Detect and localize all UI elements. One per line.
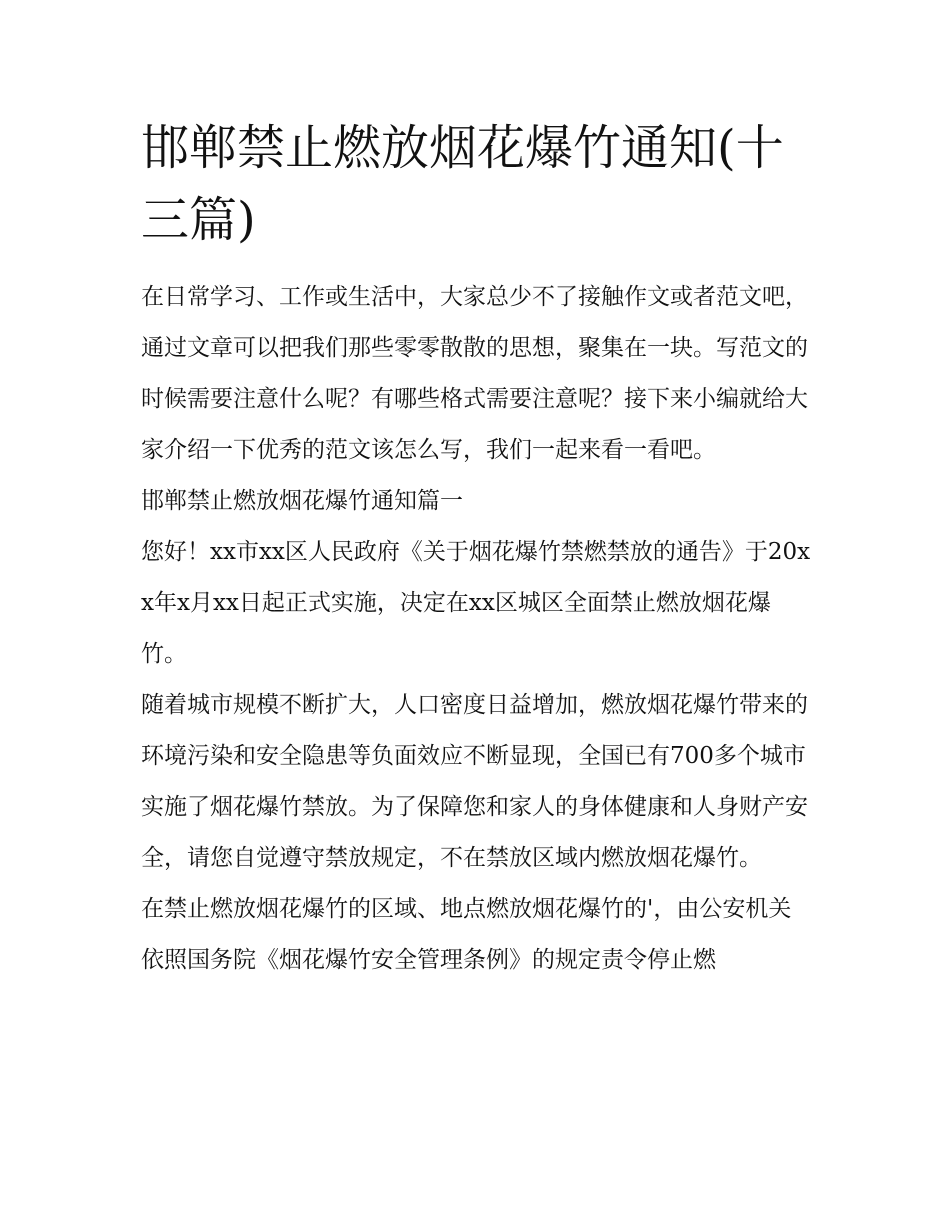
document-title: 邯郸禁止燃放烟花爆竹通知(十三篇): [141, 120, 784, 248]
greeting-paragraph: 您好！xx市xx区人民政府《关于烟花爆竹禁燃禁放的通告》于20xx年x月xx日起正式实施，决定在xx区城区全面禁止燃放烟花爆竹。: [141, 539, 811, 667]
intro-paragraph: 在日常学习、工作或生活中，大家总少不了接触作文或者范文吧，通过文章可以把我们那些零零散散的思想，聚集在一块。写范文的时候需要注意什么呢？有哪些格式需要注意呢？接下来小编就给大家介绍一下优秀的范文该怎么写，我们一起来看一看吧。: [141, 284, 808, 463]
section-heading: 邯郸禁止燃放烟花爆竹通知篇一: [141, 488, 463, 514]
penalty-paragraph: 在禁止燃放烟花爆竹的区域、地点燃放烟花爆竹的'，由公安机关依照国务院《烟花爆竹安全管理条例》的规定责令停止燃: [141, 896, 792, 973]
document-body: [141, 272, 813, 986]
reason-paragraph: 随着城市规模不断扩大，人口密度日益增加，燃放烟花爆竹带来的环境污染和安全隐患等负面效应不断显现，全国已有700多个城市实施了烟花爆竹禁放。为了保障您和家人的身体健康和人身财产安全，请您自觉遵守禁放规定，不在禁放区域内燃放烟花爆竹。: [141, 692, 808, 871]
document-content: [141, 112, 813, 986]
